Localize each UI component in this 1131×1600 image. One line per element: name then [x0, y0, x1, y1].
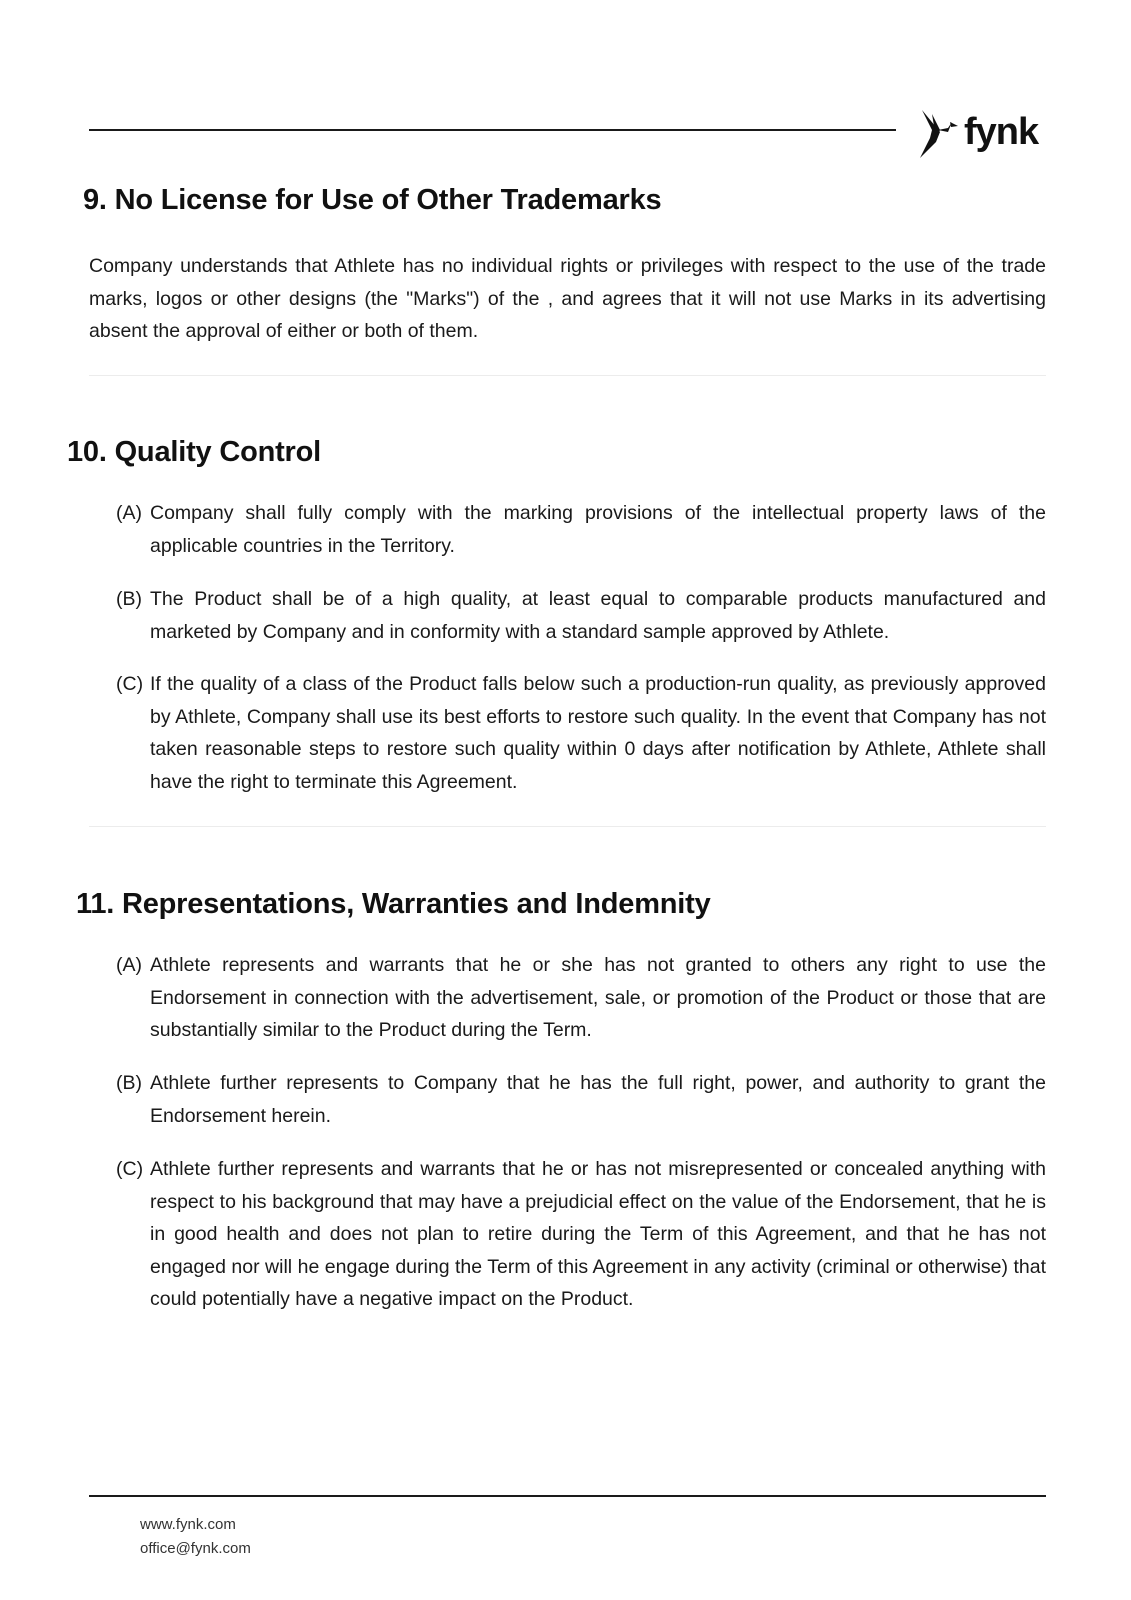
list-marker: (B) [116, 588, 142, 610]
list-marker: (A) [116, 954, 142, 976]
list-item [116, 1067, 1046, 1132]
list-item-text: If the quality of a class of the Product falls below such a production-run quality, as previously approved by Athlete, Company shall use its best efforts to restore such quality. In the event that Company has not taken reasonable steps to restore such quality within 0 days after notification by Athlete, Athlete shall have the right to terminate this Agreement. [150, 673, 1046, 793]
list-item-text: Company shall fully comply with the marking provisions of the intellectual property laws of the applicable countries in the Territory. [150, 502, 1046, 557]
section-paragraph: Company understands that Athlete has no individual rights or privileges with respect to the use of the trade marks, logos or other designs (the "Marks") of the , and agrees that it will not use Marks in its advertising absent the approval of either or both of them. [89, 255, 1046, 342]
fynk-bird-logo-icon [918, 108, 960, 160]
section-title: 10. Quality Control [67, 436, 322, 468]
list-item [116, 497, 1046, 562]
list-item [116, 668, 1046, 798]
list-item-text: Athlete further represents to Company that he has the full right, power, and authority to grant the Endorsement herein. [150, 1072, 1046, 1127]
footer-website-link[interactable]: www.fynk.com [140, 1516, 236, 1533]
list-item-text: Athlete further represents and warrants that he or has not misrepresented or concealed anything with respect to his background that may have a prejudicial effect on the value of the Endorsement, that he is in good health and does not plan to retire during the Term of this Agreement, and that he has not engaged nor will he engage during the Term of this Agreement in any activity (criminal or otherwise) that could potentially have a negative impact on the Product. [150, 1158, 1046, 1310]
header-rule [89, 129, 896, 131]
footer-email-link[interactable]: office@fynk.com [140, 1540, 251, 1557]
list-marker: (B) [116, 1072, 142, 1094]
list-item-text: The Product shall be of a high quality, at least equal to comparable products manufactured and marketed by Company and in conformity with a standard sample approved by Athlete. [150, 588, 1046, 643]
footer-rule [89, 1495, 1046, 1497]
list-item [116, 949, 1046, 1047]
brand-name: fynk [964, 110, 1039, 153]
list-marker: (C) [116, 1158, 144, 1180]
list-item [116, 583, 1046, 648]
list-item [116, 1153, 1046, 1316]
section-divider [89, 375, 1046, 376]
list-item-text: Athlete represents and warrants that he or she has not granted to others any right to use the Endorsement in connection with the advertisement, sale, or promotion of the Product or those that are substantially similar to the Product during the Term. [150, 954, 1046, 1041]
list-marker: (A) [116, 502, 142, 524]
list-marker: (C) [116, 673, 144, 695]
brand-logo [918, 104, 1038, 164]
section-title: 11. Representations, Warranties and Indemnity [76, 888, 711, 920]
section-title: 9. No License for Use of Other Trademarks [83, 184, 662, 216]
section-divider [89, 826, 1046, 827]
